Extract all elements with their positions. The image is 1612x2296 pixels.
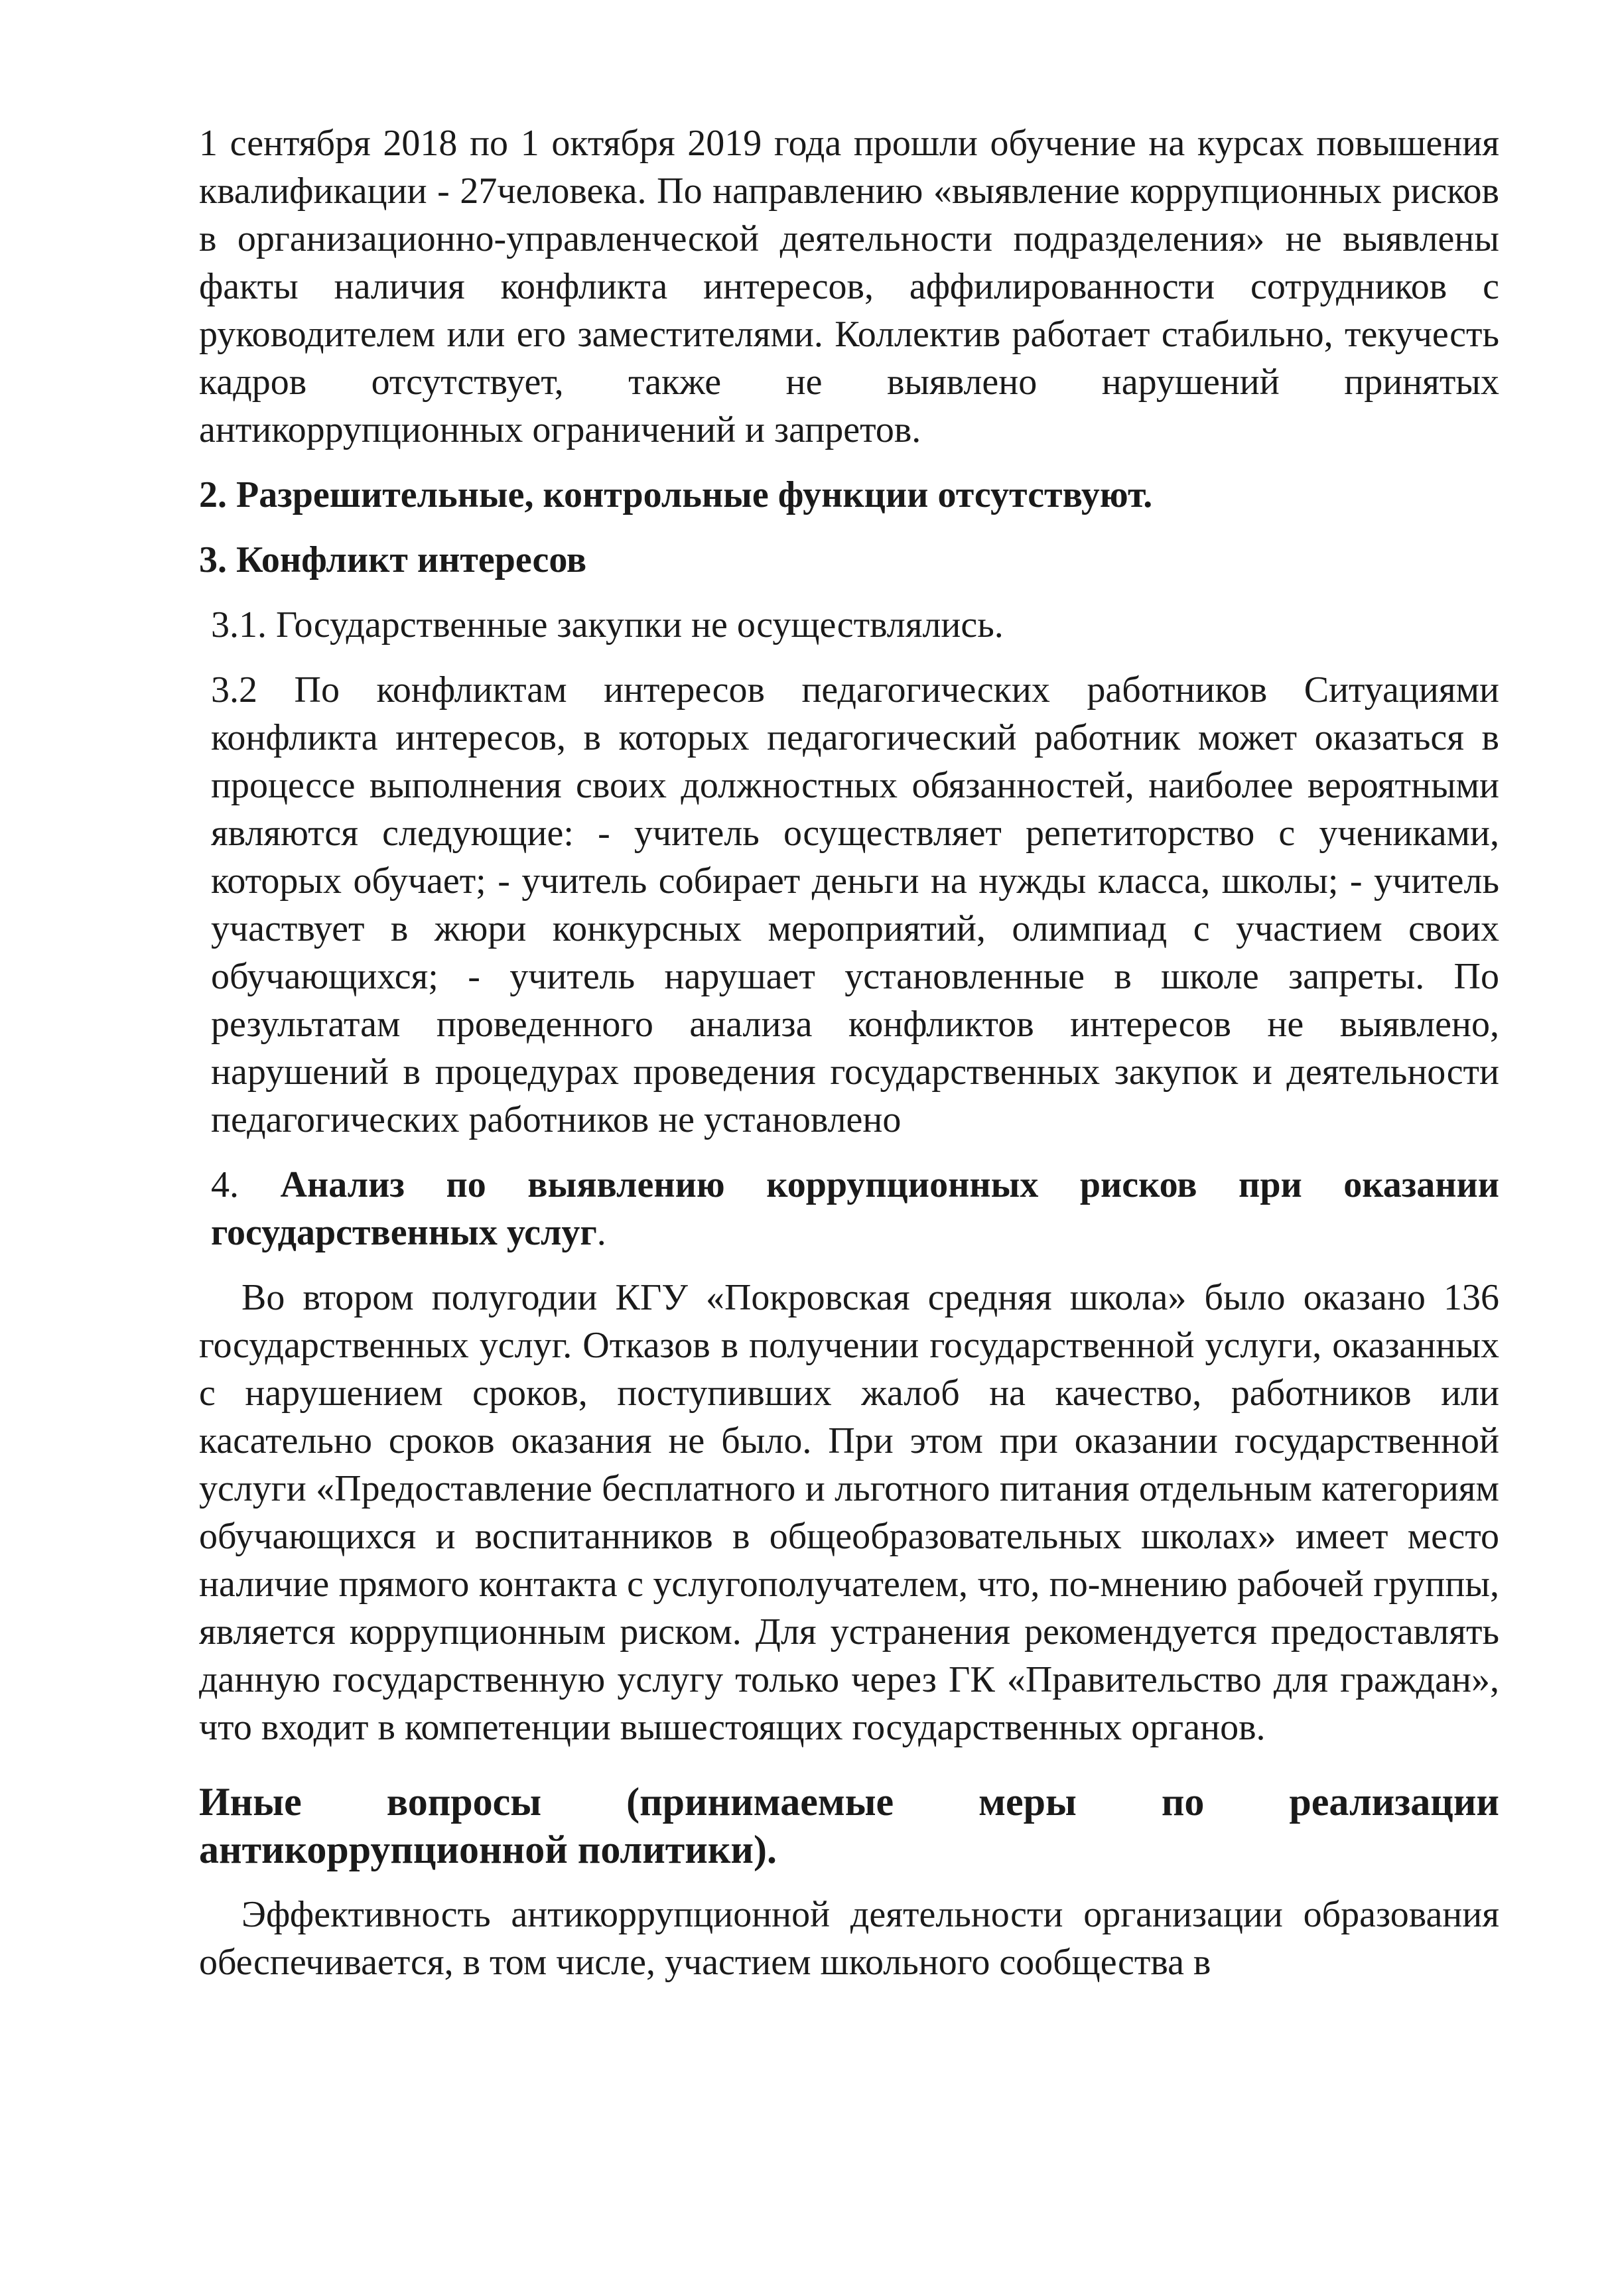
heading-other-issues: Иные вопросы (принимаемые меры по реализации антикоррупционной политики). <box>199 1780 1499 1871</box>
heading-period: . <box>596 1212 606 1253</box>
paragraph-public-services: Во втором полугодии КГУ «Покровская средняя школа» было оказано 136 государственных услуг. Отказов в получении государственной услуги, оказанных с нарушением сроков, поступивших жалоб на качество, работников или касательно сроков оказания не было. При этом при оказании государственной услуги «Предоставление бесплатного и льготного питания отдельным категориям обучающихся и воспитанников в общеобразовательных школах» имеет место наличие прямого контакта с услугополучателем, что, по-мнению рабочей группы, является коррупционным риском. Для устранения рекомендуется предоставлять данную государственную услугу только через ГК «Правительство для граждан», что входит в компетенции вышестоящих государственных органов. <box>199 1277 1499 1748</box>
paragraph-training: 1 сентября 2018 по 1 октября 2019 года прошли обучение на курсах повышения квалификации - 27человека. По направлению «выявление коррупционных рисков в организационно-управленческой деятельности подразделения» не выявлены факты наличия конфликта интересов, аффилированности сотрудников с руководителем или его заместителями. Коллектив работает стабильно, текучесть кадров отсутствует, также не выявлено нарушений принятых антикоррупционных ограничений и запретов. <box>199 123 1499 450</box>
heading-number: 4. <box>211 1164 239 1205</box>
heading-permit-functions: 2. Разрешительные, контрольные функции отсутствуют. <box>199 474 1153 515</box>
paragraph-effectiveness: Эффективность антикоррупционной деятельности организации образования обеспечивается, в том числе, участием школьного сообщества в <box>199 1894 1499 1983</box>
heading-text: Анализ по выявлению коррупционных рисков при оказании государственных услуг <box>211 1164 1499 1253</box>
paragraph-procurement: 3.1. Государственные закупки не осуществлялись. <box>211 604 1004 645</box>
heading-conflict-of-interest: 3. Конфликт интересов <box>199 539 587 580</box>
paragraph-teacher-conflicts: 3.2 По конфликтам интересов педагогических работников Ситуациями конфликта интересов, в которых педагогический работник может оказаться в процессе выполнения своих должностных обязанностей, наиболее вероятными являются следующие: - учитель осуществляет репетиторство с учениками, которых обучает; - учитель собирает деньги на нужды класса, школы; - учитель участвует в жюри конкурсных мероприятий, олимпиад с участием своих обучающихся; - учитель нарушает установленные в школе запреты. По результатам проведенного анализа конфликтов интересов не выявлено, нарушений в процедурах проведения государственных закупок и деятельности педагогических работников не установлено <box>211 669 1499 1140</box>
heading-public-services-analysis <box>199 1161 1499 1256</box>
document-body <box>199 119 1499 1986</box>
